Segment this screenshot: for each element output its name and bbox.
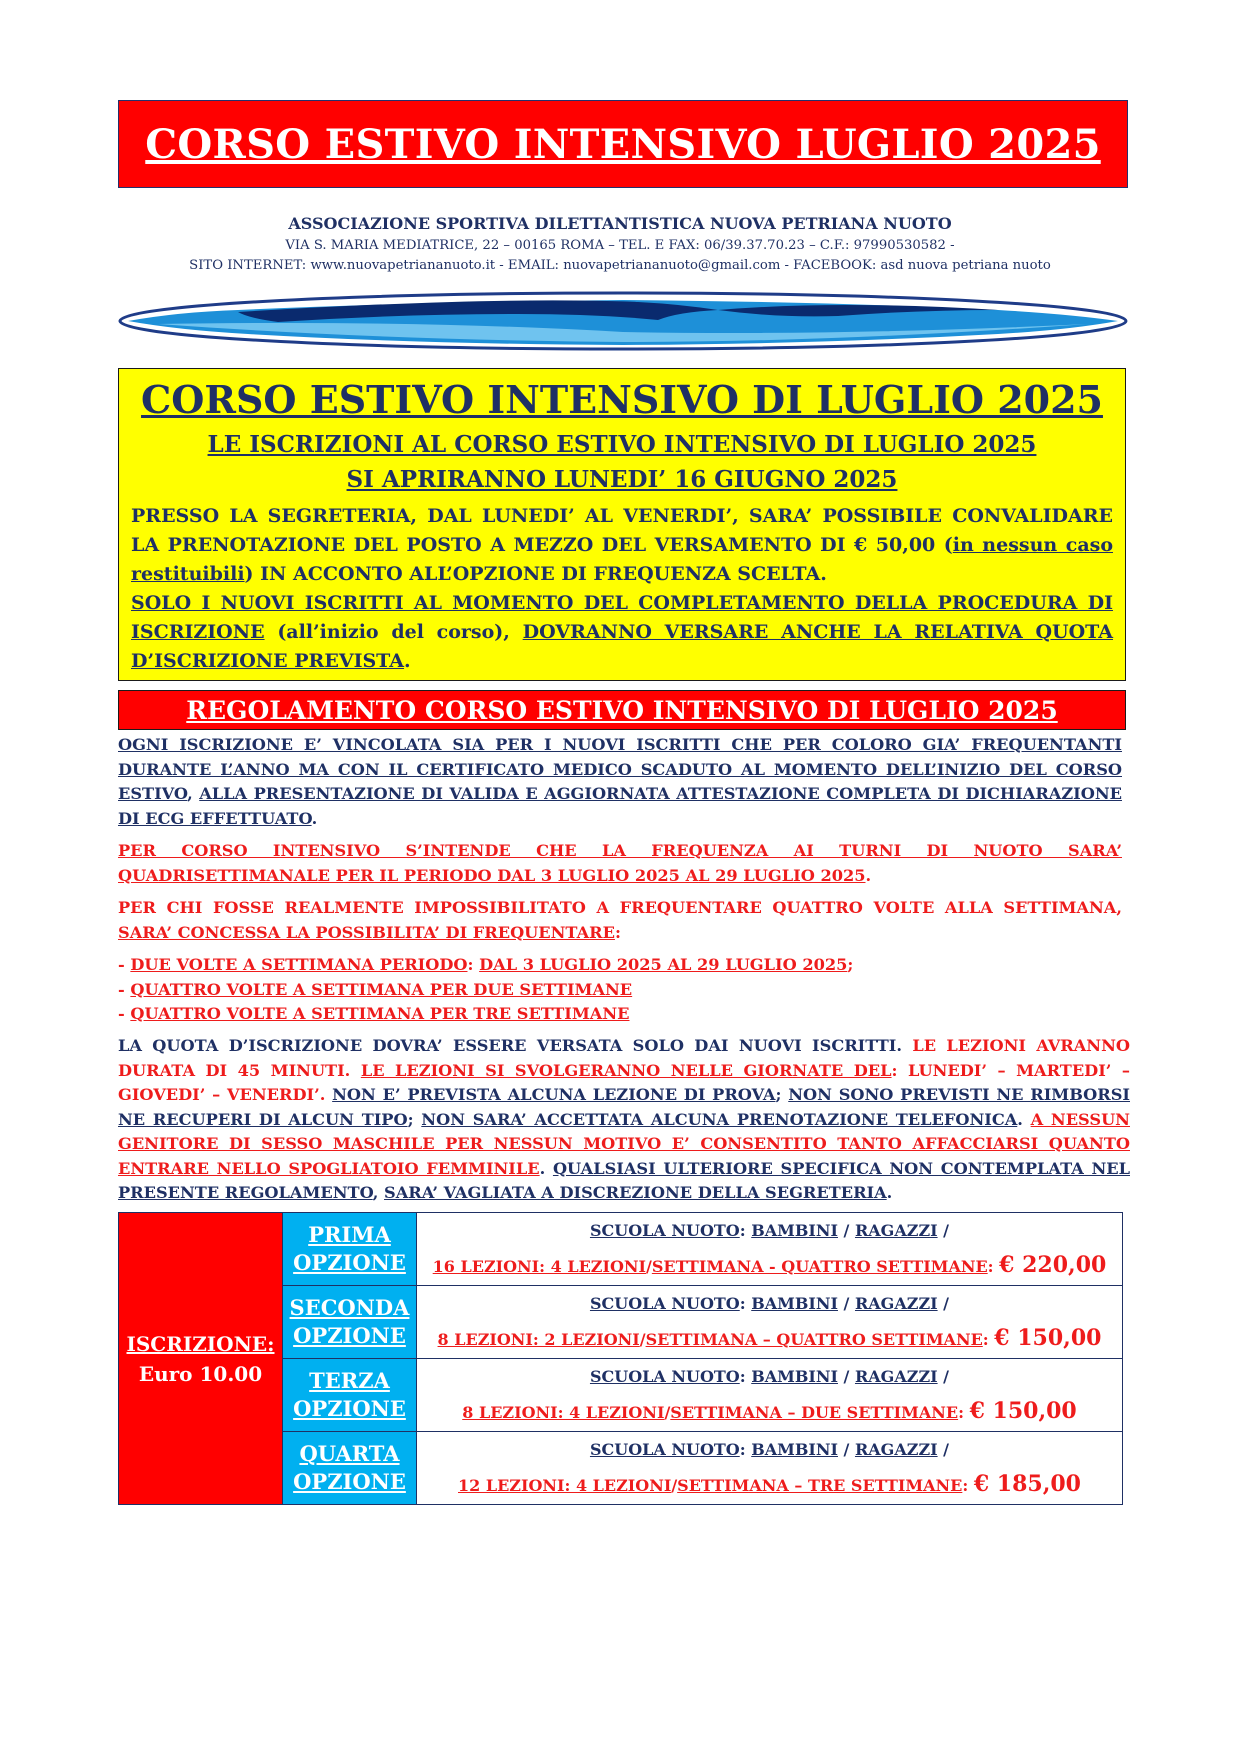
options-table <box>118 1212 1123 1505</box>
period: . <box>539 1158 553 1178</box>
period: . <box>865 865 872 885</box>
enrollment-subtitle-1: LE ISCRIZIONI AL CORSO ESTIVO INTENSIVO DI LUGLIO 2025 <box>207 431 1037 458</box>
list-item <box>118 953 1122 978</box>
option-label: OPZIONE <box>293 1250 406 1275</box>
dash: - <box>118 955 131 974</box>
youth-label: RAGAZZI <box>854 1294 938 1313</box>
rule-secretary: SARA’ VAGLIATA A DISCREZIONE DELLA SEGRETERIA <box>384 1183 887 1202</box>
registration-value: Euro 10.00 <box>138 1361 263 1386</box>
school-label: SCUOLA NUOTO <box>589 1367 740 1386</box>
weeks-text: SETTIMANA – QUATTRO SETTIMANE <box>645 1330 983 1349</box>
rule-changing-room: A NESSUN GENITORE DI SESSO MASCHILE PER NESSUN MOTIVO E’ CONSENTITO TANTO AFFACCIARSI QUANTO ENTRARE NELLO SPOGLIATOIO FEMMINILE <box>118 1109 1130 1178</box>
rule-fee-text: LA QUOTA D’ISCRIZIONE DOVRA’ ESSERE VERSATA SOLO DAI NUOVI ISCRITTI. <box>118 1036 913 1055</box>
course-title: CORSO ESTIVO INTENSIVO DI LUGLIO 2025 <box>141 377 1103 422</box>
option-label: OPZIONE <box>293 1396 406 1421</box>
children-label: BAMBINI <box>751 1294 838 1313</box>
period: . <box>1017 1109 1031 1129</box>
weeks-text: SETTIMANA - QUATTRO SETTIMANE <box>651 1257 988 1276</box>
enrollment-subtitle-2: SI APRIRANNO LUNEDI’ 16 GIUGNO 2025 <box>346 466 898 493</box>
top-banner-title: CORSO ESTIVO INTENSIVO LUGLIO 2025 <box>145 120 1101 168</box>
association-header <box>0 214 1240 273</box>
rule-duration-text: LE LEZIONI AVRANNO DURATA DI 45 MINUTI. <box>118 1036 1130 1080</box>
dash: - <box>118 979 131 999</box>
colon: : <box>467 955 480 974</box>
enrollment-info-box <box>118 368 1126 681</box>
youth-label: RAGAZZI <box>854 1221 938 1240</box>
option-label: OPZIONE <box>293 1469 406 1494</box>
regolamento-title: REGOLAMENTO CORSO ESTIVO INTENSIVO DI LUGLIO 2025 <box>186 695 1058 725</box>
period: . <box>886 1183 893 1202</box>
association-contacts: SITO INTERNET: www.nuovapetriananuoto.it - EMAIL: nuovapetriananuoto@gmail.com - FACEBOOK: asd nuova petriana nuoto <box>189 258 1051 273</box>
association-name: ASSOCIAZIONE SPORTIVA DILETTANTISTICA NUOVA PETRIANA NUOTO <box>288 214 952 233</box>
rule-days-label: LE LEZIONI SI SVOLGERANNO NELLE GIORNATE DEL <box>360 1060 892 1080</box>
comma: , <box>372 1183 384 1202</box>
option-name-cell <box>283 1286 417 1359</box>
rule-alternative <box>118 896 1122 945</box>
lessons-text: 16 LEZIONI: 4 LEZIONI <box>432 1257 646 1276</box>
youth-label: RAGAZZI <box>854 1367 938 1386</box>
option-ordinal: SECONDA <box>289 1295 410 1320</box>
top-banner <box>118 100 1128 188</box>
rule-frequency-text: PER CORSO INTENSIVO S’INTENDE CHE LA FREQUENZA AI TURNI DI NUOTO SARA’ QUADRISETTIMANALE PER IL PERIODO DAL 3 LUGLIO 2025 AL 29 LUGLIO 2025 <box>118 841 1122 885</box>
rule-no-refund: NON SONO PREVISTI NE RIMBORSI NE RECUPERI DI ALCUN TIPO <box>118 1085 1130 1129</box>
fee-required-text: DOVRANNO VERSARE ANCHE LA RELATIVA QUOTA D’ISCRIZIONE PREVISTA <box>131 621 1113 672</box>
list-item-text: QUATTRO VOLTE A SETTIMANA PER DUE SETTIMANE <box>130 979 633 999</box>
lessons-text: 8 LEZIONI: 2 LEZIONI <box>437 1330 640 1349</box>
option-description-cell: SCUOLA NUOTO: BAMBINI / RAGAZZI / 8 LEZIONI: 2 LEZIONI/SETTIMANA – QUATTRO SETTIMANE: € 150,00 <box>417 1286 1123 1359</box>
option-price: € 220,00 <box>999 1252 1107 1278</box>
school-label: SCUOLA NUOTO <box>589 1440 740 1459</box>
list-item-period: DAL 3 LUGLIO 2025 AL 29 LUGLIO 2025 <box>479 955 848 974</box>
period: . <box>311 808 318 828</box>
semicolon: ; <box>847 955 854 974</box>
period: . <box>404 650 411 672</box>
rule-general <box>118 1034 1130 1206</box>
colon: : <box>614 922 621 942</box>
deposit-text-end: ) IN ACCONTO ALL’OPZIONE DI FREQUENZA SCELTA. <box>244 563 827 585</box>
new-members-paragraph <box>131 589 1113 676</box>
option-description-cell: SCUOLA NUOTO: BAMBINI / RAGAZZI / 12 LEZIONI: 4 LEZIONI/SETTIMANA – TRE SETTIMANE: € 185,00 <box>417 1432 1123 1505</box>
association-address: VIA S. MARIA MEDIATRICE, 22 – 00165 ROMA – TEL. E FAX: 06/39.37.70.23 – C.F.: 97990530582 - <box>285 238 955 253</box>
dash: - <box>118 1004 131 1023</box>
list-item-text: DUE VOLTE A SETTIMANA PERIODO <box>130 955 468 974</box>
option-label: OPZIONE <box>293 1323 406 1348</box>
option-name-cell <box>283 1359 417 1432</box>
option-list <box>118 953 1122 1027</box>
rule-frequency <box>118 839 1122 888</box>
rule-no-phone-booking: NON SARA’ ACCETTATA ALCUNA PRENOTAZIONE TELEFONICA <box>421 1109 1018 1129</box>
registration-fee-cell <box>119 1213 283 1505</box>
option-name-cell <box>283 1213 417 1286</box>
lessons-text: 8 LEZIONI: 4 LEZIONI <box>462 1403 665 1422</box>
lessons-text: 12 LEZIONI: 4 LEZIONI <box>458 1476 672 1495</box>
regolamento-banner <box>118 690 1126 730</box>
wave-logo-icon <box>118 290 1128 352</box>
rule-further-spec: QUALSIASI ULTERIORE SPECIFICA NON CONTEMPLATA NEL PRESENTE REGOLAMENTO <box>118 1158 1130 1202</box>
children-label: BAMBINI <box>751 1440 838 1459</box>
table-row <box>119 1213 1123 1286</box>
option-description-cell: SCUOLA NUOTO: BAMBINI / RAGAZZI / 16 LEZIONI: 4 LEZIONI/SETTIMANA - QUATTRO SETTIMANE: € 220,00 <box>417 1213 1123 1286</box>
children-label: BAMBINI <box>751 1221 838 1240</box>
new-members-text: SOLO I NUOVI ISCRITTI AL MOMENTO DEL COMPLETAMENTO DELLA PROCEDURA DI ISCRIZIONE <box>131 592 1113 643</box>
youth-label: RAGAZZI <box>854 1440 938 1459</box>
weeks-text: SETTIMANA – DUE SETTIMANE <box>670 1403 959 1422</box>
course-start-note: (all’inizio del corso), <box>264 621 523 643</box>
registration-label: ISCRIZIONE: <box>126 1331 275 1356</box>
rule-alternative-text: PER CHI FOSSE REALMENTE IMPOSSIBILITATO A FREQUENTARE QUATTRO VOLTE ALLA SETTIMANA, <box>118 898 1122 917</box>
rule-certificate <box>118 733 1122 831</box>
rule-no-trial: NON E’ PREVISTA ALCUNA LEZIONE DI PROVA <box>332 1085 776 1104</box>
option-price: € 150,00 <box>969 1398 1077 1424</box>
rule-days-value: : LUNEDI’ – MARTEDI’ – GIOVEDI’ – VENERDI’. <box>118 1060 1130 1104</box>
option-ordinal: PRIMA <box>308 1222 391 1247</box>
non-refundable-text: in nessun caso restituibili <box>131 534 1113 585</box>
option-name-cell <box>283 1432 417 1505</box>
weeks-text: SETTIMANA – TRE SETTIMANE <box>677 1476 963 1495</box>
option-price: € 150,00 <box>994 1325 1102 1351</box>
list-item <box>118 1002 1122 1027</box>
rule-certificate-text: OGNI ISCRIZIONE E’ VINCOLATA SIA PER I NUOVI ISCRITTI CHE PER COLORO GIA’ FREQUENTANTI DURANTE L’ANNO MA CON IL CERTIFICATO MEDICO SCADUTO AL MOMENTO DELL’INIZIO DEL CORSO ESTIVO <box>118 735 1122 803</box>
option-ordinal: QUARTA <box>299 1441 400 1466</box>
rule-ecg-text: ALLA PRESENTAZIONE DI VALIDA E AGGIORNATA ATTESTAZIONE COMPLETA DI DICHIARAZIONE DI ECG EFFETTUATO <box>118 784 1122 828</box>
deposit-paragraph <box>131 502 1113 589</box>
semicolon: ; <box>775 1085 789 1104</box>
option-price: € 185,00 <box>973 1471 1081 1497</box>
option-description-cell: SCUOLA NUOTO: BAMBINI / RAGAZZI / 8 LEZIONI: 4 LEZIONI/SETTIMANA – DUE SETTIMANE: € 150,00 <box>417 1359 1123 1432</box>
rule-possibility-text: SARA’ CONCESSA LA POSSIBILITA’ DI FREQUENTARE <box>118 922 615 942</box>
school-label: SCUOLA NUOTO <box>589 1294 740 1313</box>
semicolon: ; <box>407 1109 422 1129</box>
deposit-text: PRESSO LA SEGRETERIA, DAL LUNEDI’ AL VENERDI’, SARA’ POSSIBILE CONVALIDARE LA PRENOTAZIONE DEL POSTO A MEZZO DEL VERSAMENTO DI € 50,00 ( <box>131 505 1113 556</box>
comma: , <box>187 784 200 803</box>
list-item <box>118 978 1122 1003</box>
option-ordinal: TERZA <box>309 1368 390 1393</box>
children-label: BAMBINI <box>751 1367 838 1386</box>
school-label: SCUOLA NUOTO <box>589 1221 740 1240</box>
list-item-text: QUATTRO VOLTE A SETTIMANA PER TRE SETTIMANE <box>130 1004 630 1023</box>
